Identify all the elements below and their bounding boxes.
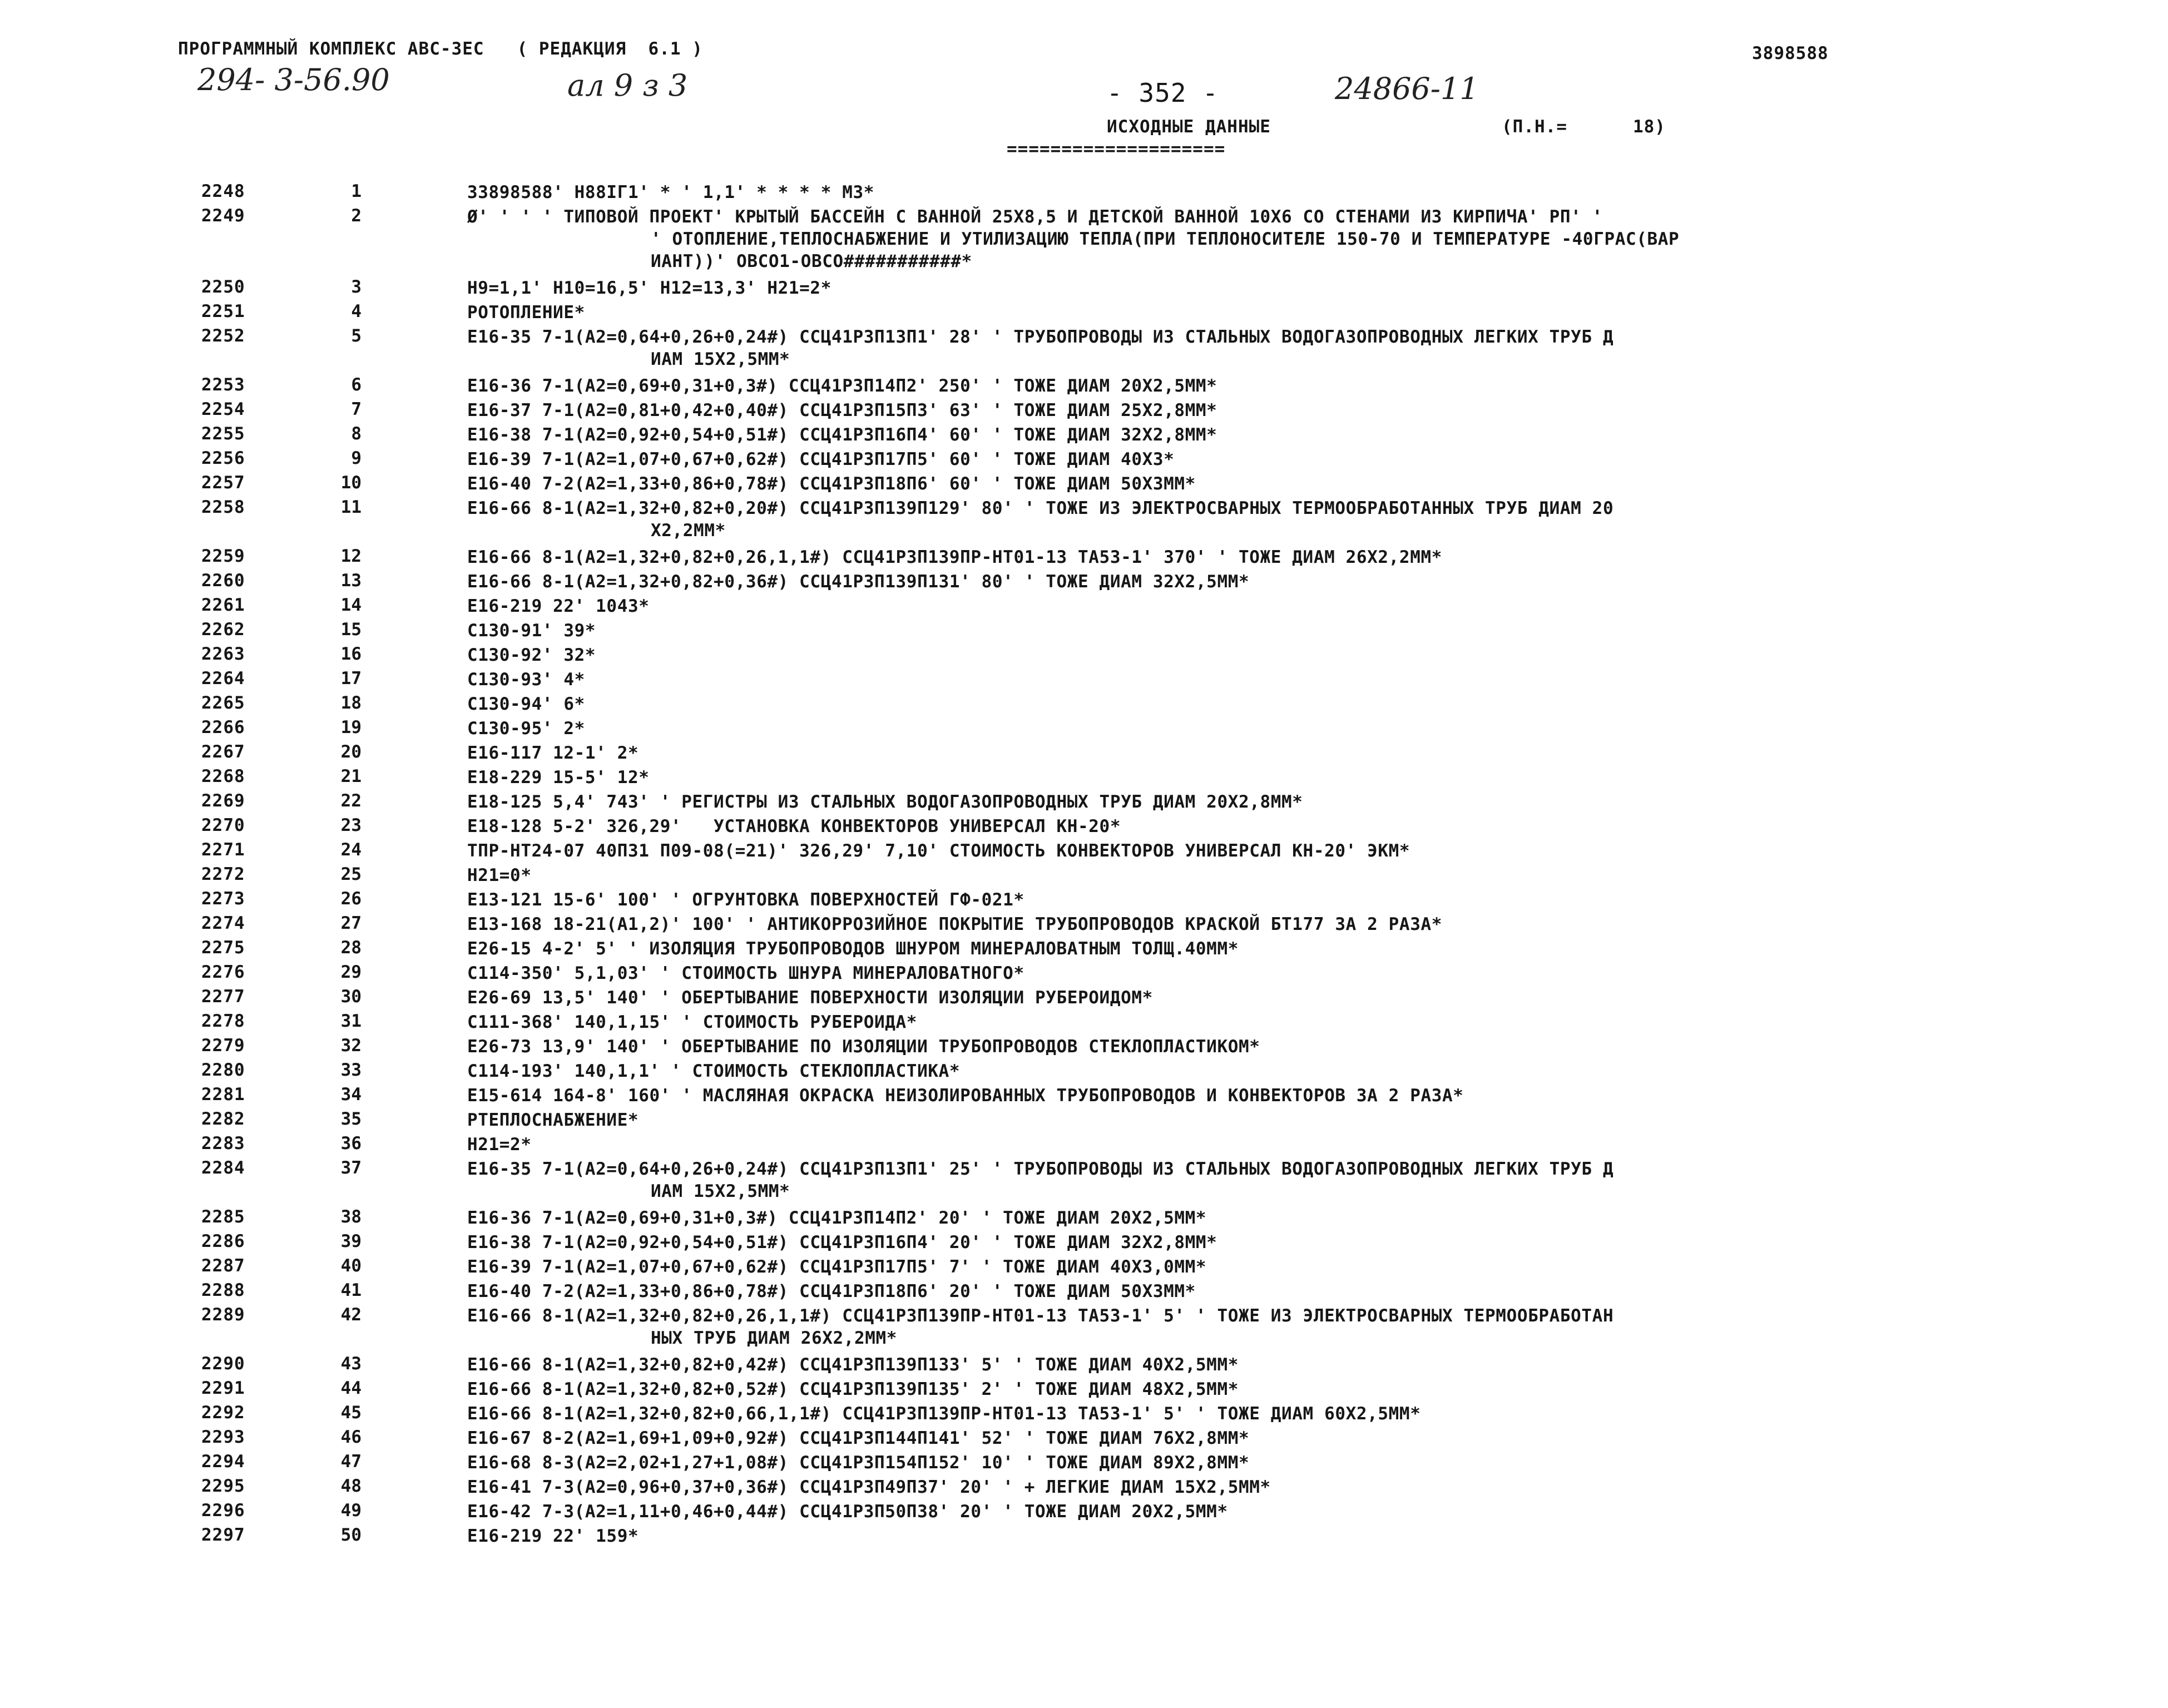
listing-row — [0, 473, 2168, 497]
record-text-main: E26-69 13,5' 140' ' ОБЕРТЫВАНИЕ ПОВЕРХНОСТИ ИЗОЛЯЦИИ РУБЕРОИДОМ* — [467, 988, 1153, 1008]
record-text — [467, 791, 2080, 813]
line-number: 2272 — [201, 864, 245, 884]
listing-row — [0, 1378, 2168, 1403]
record-text-main: E16-219 22' 1043* — [467, 596, 650, 616]
sequence-number: 9 — [351, 448, 362, 468]
section-title: ИСХОДНЫЕ ДАННЫЕ — [1107, 117, 1271, 137]
sequence-number: 31 — [340, 1011, 362, 1031]
record-text-continuation: ИАНТ))' ОВСО1-ОВСО###########* — [651, 251, 972, 271]
record-text-main: РОТОПЛЕНИЕ* — [467, 303, 585, 323]
listing-row — [0, 1305, 2168, 1354]
record-text — [467, 1256, 2080, 1278]
sequence-number: 8 — [351, 424, 362, 444]
line-number: 2266 — [201, 717, 245, 737]
title-underline: ==================== — [1007, 139, 1226, 159]
record-text — [467, 1378, 2080, 1400]
sequence-number: 32 — [340, 1036, 362, 1056]
record-text-main: С130-95' 2* — [467, 719, 585, 739]
sequence-number: 5 — [351, 326, 362, 346]
record-text — [467, 1207, 2080, 1229]
record-text — [467, 644, 2080, 666]
line-number: 2258 — [201, 497, 245, 517]
line-number: 2295 — [201, 1476, 245, 1496]
sequence-number: 30 — [340, 987, 362, 1007]
record-text — [467, 864, 2080, 887]
sequence-number: 28 — [340, 938, 362, 958]
sequence-number: 38 — [340, 1207, 362, 1227]
sequence-number: 12 — [340, 546, 362, 566]
listing-row — [0, 693, 2168, 717]
listing-row — [0, 791, 2168, 815]
listing-row — [0, 1158, 2168, 1207]
listing-row — [0, 1231, 2168, 1256]
line-number: 2294 — [201, 1452, 245, 1472]
record-text — [467, 1452, 2080, 1474]
record-text-main: E16-38 7-1(A2=0,92+0,54+0,51#) ССЦ41Р3П16П4' 60' ' ТОЖЕ ДИАМ 32X2,8ММ* — [467, 425, 1217, 445]
listing-row — [0, 1207, 2168, 1231]
sequence-number: 29 — [340, 962, 362, 982]
record-text-continuation: ИАМ 15X2,5ММ* — [651, 349, 790, 369]
record-text — [467, 889, 2080, 911]
listing-row — [0, 644, 2168, 669]
record-text-main: E16-66 8-1(A2=1,32+0,82+0,26,1,1#) ССЦ41Р3П139ПР-НТ01-13 ТА53-1' 370' ' ТОЖЕ ДИАМ 26X2,2ММ* — [467, 547, 1442, 567]
line-number: 2248 — [201, 181, 245, 201]
record-text — [467, 1036, 2080, 1058]
line-number: 2291 — [201, 1378, 245, 1398]
line-number: 2289 — [201, 1305, 245, 1325]
listing-row — [0, 595, 2168, 620]
line-number: 2262 — [201, 620, 245, 640]
listing-row — [0, 1109, 2168, 1133]
record-text — [467, 375, 2080, 397]
listing-row — [0, 742, 2168, 766]
record-text — [467, 424, 2080, 446]
record-text-main: E16-35 7-1(A2=0,64+0,26+0,24#) ССЦ41Р3П13П1' 25' ' ТРУБОПРОВОДЫ ИЗ СТАЛЬНЫХ ВОДОГАЗОПРОВОДНЫХ ЛЕГКИХ ТРУБ Д — [467, 1159, 1614, 1179]
sequence-number: 7 — [351, 399, 362, 419]
listing-row — [0, 399, 2168, 424]
sequence-number: 14 — [340, 595, 362, 615]
line-number: 2261 — [201, 595, 245, 615]
line-number: 2268 — [201, 766, 245, 786]
line-number: 2292 — [201, 1403, 245, 1423]
sequence-number: 33 — [340, 1060, 362, 1080]
listing-row — [0, 1036, 2168, 1060]
listing-row — [0, 326, 2168, 375]
sequence-number: 27 — [340, 913, 362, 933]
record-text-main: E16-66 8-1(A2=1,32+0,82+0,20#) ССЦ41Р3П139П129' 80' ' ТОЖЕ ИЗ ЭЛЕКТРОСВАРНЫХ ТЕРМООБРАБОТАННЫХ ТРУБ ДИАМ 20 — [467, 498, 1614, 518]
record-text-main: E16-39 7-1(A2=1,07+0,67+0,62#) ССЦ41Р3П17П5' 7' ' ТОЖЕ ДИАМ 40X3,0ММ* — [467, 1257, 1207, 1277]
record-text-main: H21=0* — [467, 865, 532, 885]
listing-row — [0, 448, 2168, 473]
line-number: 2260 — [201, 571, 245, 591]
record-text — [467, 913, 2080, 935]
listing-row — [0, 1354, 2168, 1378]
record-text — [467, 571, 2080, 593]
record-text — [467, 277, 2080, 299]
line-number: 2256 — [201, 448, 245, 468]
record-text — [467, 1158, 2080, 1202]
listing-row — [0, 1501, 2168, 1525]
record-text-main: С111-368' 140,1,15' ' СТОИМОСТЬ РУБЕРОИДА* — [467, 1012, 918, 1032]
record-text-main: E18-229 15-5' 12* — [467, 768, 650, 788]
line-number: 2263 — [201, 644, 245, 664]
record-text — [467, 1427, 2080, 1449]
record-text — [467, 1011, 2080, 1033]
record-text — [467, 766, 2080, 789]
line-number: 2273 — [201, 889, 245, 909]
record-text-main: С130-94' 6* — [467, 694, 585, 714]
sequence-number: 23 — [340, 815, 362, 835]
line-number: 2280 — [201, 1060, 245, 1080]
record-text — [467, 206, 2080, 273]
listing-row — [0, 1060, 2168, 1085]
line-number: 2284 — [201, 1158, 245, 1178]
record-text-main: E18-125 5,4' 743' ' РЕГИСТРЫ ИЗ СТАЛЬНЫХ ВОДОГАЗОПРОВОДНЫХ ТРУБ ДИАМ 20X2,8ММ* — [467, 792, 1303, 812]
record-text — [467, 693, 2080, 715]
line-number: 2275 — [201, 938, 245, 958]
listing-row — [0, 1085, 2168, 1109]
record-text-main: E16-42 7-3(A2=1,11+0,46+0,44#) ССЦ41Р3П50П38' 20' ' ТОЖЕ ДИАМ 20X2,5ММ* — [467, 1502, 1228, 1522]
listing-row — [0, 620, 2168, 644]
line-number: 2267 — [201, 742, 245, 762]
line-number: 2279 — [201, 1036, 245, 1056]
listing-row — [0, 424, 2168, 448]
sequence-number: 36 — [340, 1133, 362, 1153]
handwritten-code-right: 24866-11 — [1335, 71, 1479, 106]
listing-row — [0, 1011, 2168, 1036]
record-text — [467, 326, 2080, 370]
handwritten-code-left: 294- 3-56.90 — [197, 62, 390, 97]
record-text-main: H21=2* — [467, 1135, 532, 1155]
record-text-main: E26-15 4-2' 5' ' ИЗОЛЯЦИЯ ТРУБОПРОВОДОВ ШНУРОМ МИНЕРАЛОВАТНЫМ ТОЛЩ.40ММ* — [467, 939, 1239, 959]
record-text-main: С114-193' 140,1,1' ' СТОИМОСТЬ СТЕКЛОПЛАСТИКА* — [467, 1061, 961, 1081]
listing-row — [0, 277, 2168, 301]
sequence-number: 2 — [351, 206, 362, 226]
record-text-main: E26-73 13,9' 140' ' ОБЕРТЫВАНИЕ ПО ИЗОЛЯЦИИ ТРУБОПРОВОДОВ СТЕКЛОПЛАСТИКОМ* — [467, 1037, 1260, 1057]
record-text-main: E16-38 7-1(A2=0,92+0,54+0,51#) ССЦ41Р3П16П4' 20' ' ТОЖЕ ДИАМ 32X2,8ММ* — [467, 1232, 1217, 1252]
record-text-continuation: ' ОТОПЛЕНИЕ,ТЕПЛОСНАБЖЕНИЕ И УТИЛИЗАЦИЮ ТЕПЛА(ПРИ ТЕПЛОНОСИТЕЛЕ 150-70 И ТЕМПЕРАТУРЕ -40ГРАС(ВАР — [651, 229, 1680, 249]
record-text — [467, 1501, 2080, 1523]
record-text — [467, 1109, 2080, 1131]
record-text-main: E13-121 15-6' 100' ' ОГРУНТОВКА ПОВЕРХНОСТЕЙ ГФ-021* — [467, 890, 1024, 910]
sequence-number: 46 — [340, 1427, 362, 1447]
record-text — [467, 1305, 2080, 1349]
record-text-main: E16-66 8-1(A2=1,32+0,82+0,42#) ССЦ41Р3П139П133' 5' ' ТОЖЕ ДИАМ 40X2,5ММ* — [467, 1355, 1239, 1375]
record-text — [467, 1231, 2080, 1254]
handwritten-code-mid: ал 9 з 3 — [567, 68, 688, 103]
record-text-continuation: НЫХ ТРУБ ДИАМ 26X2,2ММ* — [651, 1328, 898, 1348]
record-text — [467, 717, 2080, 740]
listing-row — [0, 938, 2168, 962]
record-text-main: E16-40 7-2(A2=1,33+0,86+0,78#) ССЦ41Р3П18П6' 60' ' ТОЖЕ ДИАМ 50X3ММ* — [467, 474, 1196, 494]
record-text — [467, 595, 2080, 617]
record-text-main: ТПР-НТ24-07 40П31 П09-08(=21)' 326,29' 7,10' СТОИМОСТЬ КОНВЕКТОРОВ УНИВЕРСАЛ КН-20' ЭКМ* — [467, 841, 1410, 861]
listing-row — [0, 1452, 2168, 1476]
line-number: 2257 — [201, 473, 245, 493]
sequence-number: 15 — [340, 620, 362, 640]
record-text-main: E16-66 8-1(A2=1,32+0,82+0,52#) ССЦ41Р3П139П135' 2' ' ТОЖЕ ДИАМ 48X2,5ММ* — [467, 1379, 1239, 1399]
line-number: 2296 — [201, 1501, 245, 1521]
listing-row — [0, 815, 2168, 840]
line-number: 2264 — [201, 669, 245, 689]
listing-row — [0, 913, 2168, 938]
listing-row — [0, 301, 2168, 326]
sequence-number: 6 — [351, 375, 362, 395]
line-number: 2283 — [201, 1133, 245, 1153]
record-text — [467, 497, 2080, 542]
record-text-main: E16-40 7-2(A2=1,33+0,86+0,78#) ССЦ41Р3П18П6' 20' ' ТОЖЕ ДИАМ 50X3ММ* — [467, 1281, 1196, 1301]
listing-row — [0, 864, 2168, 889]
line-number: 2250 — [201, 277, 245, 297]
record-text-main: С114-350' 5,1,03' ' СТОИМОСТЬ ШНУРА МИНЕРАЛОВАТНОГО* — [467, 963, 1024, 983]
sequence-number: 4 — [351, 301, 362, 321]
record-text-main: E16-66 8-1(A2=1,32+0,82+0,36#) ССЦ41Р3П139П131' 80' ' ТОЖЕ ДИАМ 32X2,5ММ* — [467, 572, 1250, 592]
record-text — [467, 546, 2080, 568]
listing-row — [0, 962, 2168, 987]
record-text-main: E18-128 5-2' 326,29' УСТАНОВКА КОНВЕКТОРОВ УНИВЕРСАЛ КН-20* — [467, 816, 1121, 836]
record-text — [467, 962, 2080, 984]
sequence-number: 21 — [340, 766, 362, 786]
record-text-main: E15-614 164-8' 160' ' МАСЛЯНАЯ ОКРАСКА НЕИЗОЛИРОВАННЫХ ТРУБОПРОВОДОВ И КОНВЕКТОРОВ ЗА 2 РАЗА* — [467, 1086, 1464, 1106]
sequence-number: 10 — [340, 473, 362, 493]
record-text — [467, 301, 2080, 324]
record-text — [467, 840, 2080, 862]
record-text — [467, 473, 2080, 495]
listing-row — [0, 1403, 2168, 1427]
sequence-number: 45 — [340, 1403, 362, 1423]
record-text — [467, 1280, 2080, 1303]
line-number: 2286 — [201, 1231, 245, 1251]
record-text-main: С130-93' 4* — [467, 670, 585, 690]
line-number: 2265 — [201, 693, 245, 713]
listing-row — [0, 571, 2168, 595]
pn-counter: (П.Н.= 18) — [1502, 117, 1666, 137]
line-number: 2276 — [201, 962, 245, 982]
sequence-number: 11 — [340, 497, 362, 517]
sequence-number: 18 — [340, 693, 362, 713]
record-text-main: H9=1,1' H10=16,5' H12=13,3' H21=2* — [467, 278, 831, 298]
listing-row — [0, 1133, 2168, 1158]
listing-row — [0, 546, 2168, 571]
line-number: 2249 — [201, 206, 245, 226]
program-header: ПРОГРАММНЫЙ КОМПЛЕКС АВС-ЗЕС ( РЕДАКЦИЯ 6.1 ) — [178, 39, 703, 59]
line-number: 2278 — [201, 1011, 245, 1031]
sequence-number: 39 — [340, 1231, 362, 1251]
line-number: 2253 — [201, 375, 245, 395]
listing-row — [0, 206, 2168, 277]
line-number: 2281 — [201, 1085, 245, 1105]
listing-row — [0, 889, 2168, 913]
record-text — [467, 1476, 2080, 1498]
line-number: 2269 — [201, 791, 245, 811]
sequence-number: 40 — [340, 1256, 362, 1276]
sequence-number: 17 — [340, 669, 362, 689]
line-number: 2255 — [201, 424, 245, 444]
record-text-main: РТЕПЛОСНАБЖЕНИЕ* — [467, 1110, 639, 1130]
record-text-continuation: ИАМ 15X2,5ММ* — [651, 1181, 790, 1201]
record-text-main: E13-168 18-21(A1,2)' 100' ' АНТИКОРРОЗИЙНОЕ ПОКРЫТИЕ ТРУБОПРОВОДОВ КРАСКОЙ БТ177 ЗА 2 РАЗА* — [467, 914, 1442, 934]
record-text — [467, 938, 2080, 960]
listing-row — [0, 766, 2168, 791]
line-number: 2254 — [201, 399, 245, 419]
line-number: 2290 — [201, 1354, 245, 1374]
listing-row — [0, 375, 2168, 399]
listing-row — [0, 987, 2168, 1011]
record-text — [467, 448, 2080, 471]
line-number: 2259 — [201, 546, 245, 566]
record-text — [467, 620, 2080, 642]
sequence-number: 22 — [340, 791, 362, 811]
sequence-number: 42 — [340, 1305, 362, 1325]
source-listing — [0, 181, 2168, 1549]
record-text-main: E16-39 7-1(A2=1,07+0,67+0,62#) ССЦ41Р3П17П5' 60' ' ТОЖЕ ДИАМ 40X3* — [467, 449, 1175, 469]
record-text-main: С130-91' 39* — [467, 621, 596, 641]
sequence-number: 48 — [340, 1476, 362, 1496]
sequence-number: 35 — [340, 1109, 362, 1129]
sequence-number: 13 — [340, 571, 362, 591]
sequence-number: 49 — [340, 1501, 362, 1521]
record-text — [467, 815, 2080, 838]
sequence-number: 26 — [340, 889, 362, 909]
line-number: 2277 — [201, 987, 245, 1007]
line-number: 2287 — [201, 1256, 245, 1276]
record-text — [467, 399, 2080, 422]
sequence-number: 34 — [340, 1085, 362, 1105]
record-text-main: E16-37 7-1(A2=0,81+0,42+0,40#) ССЦ41Р3П15П3' 63' ' ТОЖЕ ДИАМ 25X2,8ММ* — [467, 400, 1217, 420]
record-text-main: 33898588' H88IГ1' * ' 1,1' * * * * M3* — [467, 182, 875, 202]
line-number: 2252 — [201, 326, 245, 346]
listing-row — [0, 1525, 2168, 1549]
listing-row — [0, 1256, 2168, 1280]
sequence-number: 50 — [340, 1525, 362, 1545]
line-number: 2274 — [201, 913, 245, 933]
listing-row — [0, 1427, 2168, 1452]
sequence-number: 20 — [340, 742, 362, 762]
record-text-main: E16-117 12-1' 2* — [467, 743, 639, 763]
listing-row — [0, 497, 2168, 546]
record-text-main: E16-68 8-3(A2=2,02+1,27+1,08#) ССЦ41Р3П154П152' 10' ' ТОЖЕ ДИАМ 89X2,8ММ* — [467, 1453, 1250, 1473]
record-text — [467, 181, 2080, 204]
sequence-number: 1 — [351, 181, 362, 201]
record-text-main: E16-35 7-1(A2=0,64+0,26+0,24#) ССЦ41Р3П13П1' 28' ' ТРУБОПРОВОДЫ ИЗ СТАЛЬНЫХ ВОДОГАЗОПРОВОДНЫХ ЛЕГКИХ ТРУБ Д — [467, 327, 1614, 347]
line-number: 2293 — [201, 1427, 245, 1447]
listing-row — [0, 717, 2168, 742]
listing-row — [0, 840, 2168, 864]
record-text-main: E16-219 22' 159* — [467, 1526, 639, 1546]
sequence-number: 44 — [340, 1378, 362, 1398]
line-number: 2285 — [201, 1207, 245, 1227]
record-text — [467, 1060, 2080, 1082]
sequence-number: 25 — [340, 864, 362, 884]
record-text-main: E16-36 7-1(A2=0,69+0,31+0,3#) ССЦ41Р3П14П2' 20' ' ТОЖЕ ДИАМ 20X2,5ММ* — [467, 1208, 1207, 1228]
record-text-main: E16-66 8-1(A2=1,32+0,82+0,26,1,1#) ССЦ41Р3П139ПР-НТ01-13 ТА53-1' 5' ' ТОЖЕ ИЗ ЭЛЕКТРОСВАРНЫХ ТЕРМООБРАБОТАН — [467, 1306, 1614, 1326]
record-text — [467, 669, 2080, 691]
record-text — [467, 742, 2080, 764]
line-number: 2270 — [201, 815, 245, 835]
line-number: 2288 — [201, 1280, 245, 1300]
record-text — [467, 1085, 2080, 1107]
sequence-number: 24 — [340, 840, 362, 860]
document-number: 3898588 — [1752, 43, 1829, 63]
record-text-main: E16-36 7-1(A2=0,69+0,31+0,3#) ССЦ41Р3П14П2' 250' ' ТОЖЕ ДИАМ 20X2,5ММ* — [467, 376, 1217, 396]
sequence-number: 19 — [340, 717, 362, 737]
line-number: 2251 — [201, 301, 245, 321]
sequence-number: 3 — [351, 277, 362, 297]
sequence-number: 41 — [340, 1280, 362, 1300]
record-text-main: E16-41 7-3(A2=0,96+0,37+0,36#) ССЦ41Р3П49П37' 20' ' + ЛЕГКИЕ ДИАМ 15X2,5ММ* — [467, 1477, 1271, 1497]
record-text — [467, 1133, 2080, 1156]
line-number: 2297 — [201, 1525, 245, 1545]
listing-row — [0, 669, 2168, 693]
sequence-number: 43 — [340, 1354, 362, 1374]
record-text-main: С130-92' 32* — [467, 645, 596, 665]
record-text-main: E16-67 8-2(A2=1,69+1,09+0,92#) ССЦ41Р3П144П141' 52' ' ТОЖЕ ДИАМ 76X2,8ММ* — [467, 1428, 1250, 1448]
record-text — [467, 1525, 2080, 1547]
sequence-number: 37 — [340, 1158, 362, 1178]
sequence-number: 16 — [340, 644, 362, 664]
line-number: 2282 — [201, 1109, 245, 1129]
record-text-continuation: X2,2ММ* — [651, 521, 726, 541]
record-text — [467, 1403, 2080, 1425]
record-text-main: Ø' ' ' ' ТИПОВОЙ ПРОЕКТ' КРЫТЫЙ БАССЕЙН С ВАННОЙ 25X8,5 И ДЕТСКОЙ ВАННОЙ 10X6 СО СТЕНАМИ ИЗ КИРПИЧА' РП' ' — [467, 207, 1603, 227]
page-number: - 352 - — [1107, 78, 1219, 108]
listing-row — [0, 1476, 2168, 1501]
listing-row — [0, 181, 2168, 206]
record-text-main: E16-66 8-1(A2=1,32+0,82+0,66,1,1#) ССЦ41Р3П139ПР-НТ01-13 ТА53-1' 5' ' ТОЖЕ ДИАМ 60X2,5ММ* — [467, 1404, 1421, 1424]
record-text — [467, 987, 2080, 1009]
line-number: 2271 — [201, 840, 245, 860]
listing-row — [0, 1280, 2168, 1305]
record-text — [467, 1354, 2080, 1376]
sequence-number: 47 — [340, 1452, 362, 1472]
